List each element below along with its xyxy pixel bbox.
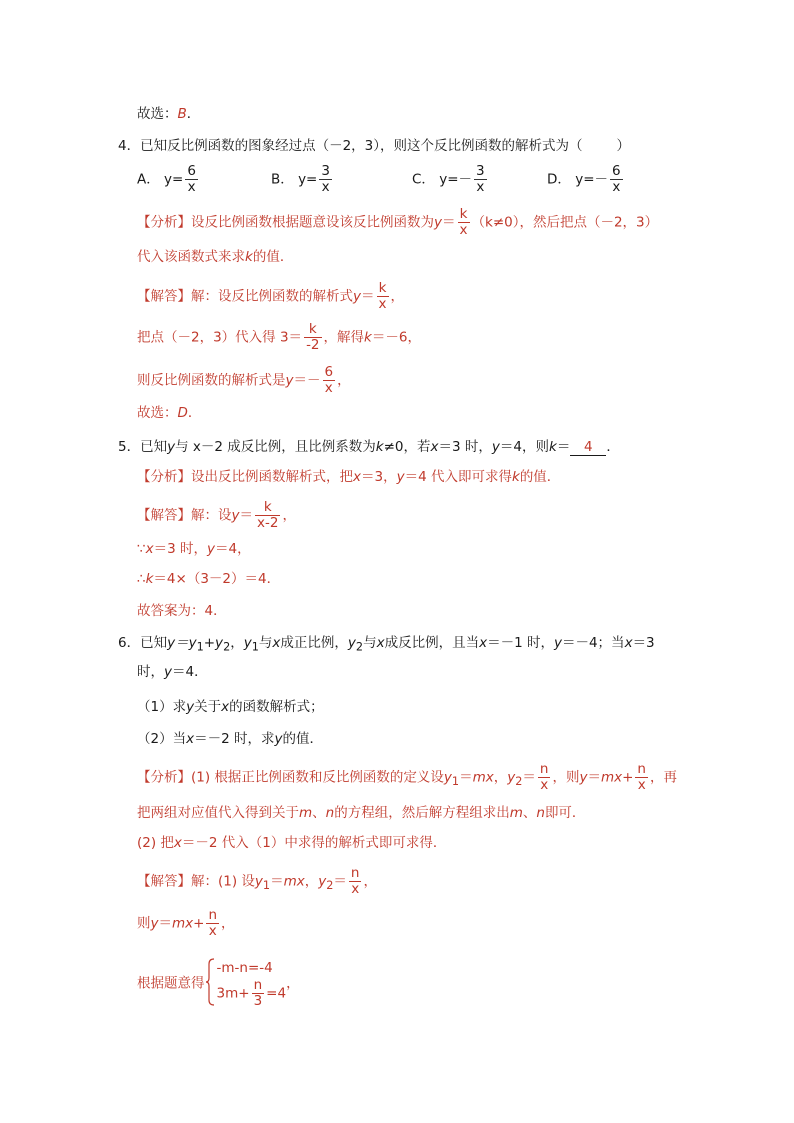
q5-solution-line1 [137, 500, 296, 531]
var-y: y [396, 469, 405, 485]
answer-blank: 4 [570, 439, 606, 456]
solution-text: 解：设 [191, 507, 232, 524]
numerator: n [539, 761, 549, 777]
q4-stem [118, 136, 630, 156]
q6-part2 [137, 729, 323, 749]
fraction [255, 500, 280, 531]
fraction [610, 164, 623, 195]
fraction [349, 866, 362, 897]
q6-text: 关于 [194, 699, 222, 715]
subscript: 1 [251, 640, 259, 654]
denominator: x [476, 179, 485, 195]
var-y: y [347, 635, 356, 651]
q6-text: ， [230, 635, 244, 651]
option-label: B． [271, 171, 294, 188]
term-mx: mx [283, 873, 305, 890]
q4-solution-line2 [137, 322, 421, 353]
var-k: k [145, 571, 154, 587]
analysis-tag: 【分析】 [137, 214, 191, 231]
q6-text: 成正比例， [280, 635, 348, 651]
equals: ＝ [239, 507, 253, 524]
q6-stem-line2 [137, 662, 208, 682]
punct: ， [304, 873, 319, 890]
var-y: y [443, 769, 452, 786]
q6-eq: +y [203, 635, 224, 651]
punct: ， [282, 507, 296, 524]
answer-prefix: 故选： [137, 405, 178, 421]
q5-analysis [137, 467, 560, 487]
equation-system [205, 958, 287, 1009]
denominator: x [321, 179, 330, 195]
plus: + [622, 769, 634, 786]
fraction [319, 164, 332, 195]
equals: ＝ [442, 214, 456, 231]
option-sign: － [458, 171, 473, 188]
numerator: 6 [324, 364, 334, 380]
numerator: 6 [187, 163, 196, 179]
punct: ， [363, 873, 377, 890]
subscript: 1 [196, 640, 204, 654]
q6-analysis-line1 [137, 762, 677, 793]
denominator: x [187, 179, 196, 195]
solution-text: 则反比例函数的解析式是 [137, 372, 286, 389]
fraction [458, 207, 470, 238]
analysis-tag: 【分析】 [137, 769, 191, 786]
var-y: y [553, 635, 562, 651]
solution-text: 则 [137, 915, 151, 932]
analysis-text: 代入该函数式来求 [137, 249, 245, 265]
numerator: 3 [476, 163, 485, 179]
solution-tag: 【解答】 [137, 873, 191, 890]
fraction [206, 908, 219, 939]
subscript: 2 [355, 640, 364, 654]
q5-text: ＝4，则 [499, 439, 549, 455]
answer-period: ． [187, 405, 202, 421]
solution-text: ＝4×（3－2）＝4． [153, 571, 281, 587]
denominator: x [324, 380, 333, 396]
subscript: 2 [223, 640, 231, 654]
var-x: x [221, 699, 230, 715]
numerator: 3 [321, 163, 330, 179]
var-m: m [299, 805, 313, 821]
var-n: n [325, 805, 335, 821]
q6-text: 的函数解析式； [229, 699, 324, 715]
var-k: k [548, 439, 557, 455]
var-x: x [376, 635, 385, 651]
denominator: x [637, 777, 646, 793]
q5-text: ＝ [556, 439, 571, 455]
option-sign: － [594, 171, 609, 188]
q6-stem-line1 [118, 633, 655, 658]
q5-text: ≠0，若 [383, 439, 431, 455]
numerator: k [377, 281, 389, 297]
equation-row-1: -m-n=-4 [216, 960, 273, 976]
option-label: D． [547, 171, 571, 188]
numerator: k [255, 500, 280, 516]
analysis-text: 的方程组，然后解方程组求出 [334, 805, 510, 821]
denominator: x [459, 222, 468, 238]
separator: 、 [522, 805, 537, 821]
punct: ， [493, 769, 508, 786]
q6-solution-line3 [137, 958, 300, 1009]
denominator: x [351, 881, 360, 897]
q4-option-d [547, 164, 625, 195]
analysis-text: 的值． [252, 249, 294, 265]
analysis-text: ，则 [552, 769, 580, 786]
question-number: 5． [118, 439, 141, 455]
q4-solution-line3 [137, 365, 351, 396]
numerator: k [304, 322, 321, 338]
equation-part: =4 [266, 985, 287, 1002]
q4-final-answer [137, 403, 201, 423]
q5-text: 与 x－2 成反比例，且比例系数为 [175, 439, 376, 455]
option-label: C． [412, 171, 435, 188]
numerator: n [208, 907, 218, 923]
solution-text: ＝3 时， [153, 541, 207, 557]
equals: ＝ [333, 873, 347, 890]
question-number: 4． [118, 138, 141, 154]
numerator: n [252, 978, 265, 994]
solution-text: 根据题意得 [137, 975, 205, 992]
solution-tag: 【解答】 [137, 288, 191, 305]
var-y: y [254, 873, 263, 890]
var-m: m [509, 805, 523, 821]
equals: ＝ [270, 873, 284, 890]
equals: ＝ [587, 769, 601, 786]
solution-text: ＝－ [293, 372, 321, 389]
equals: ＝ [361, 288, 375, 305]
var-x: x [186, 731, 195, 747]
q5-text: 已知 [140, 439, 168, 455]
option-lhs: y= [439, 171, 459, 188]
analysis-text: 设出反比例函数解析式，把 [191, 469, 353, 485]
question-number: 6． [118, 635, 141, 651]
q6-solution-line1 [137, 866, 377, 897]
option-label: A． [137, 171, 160, 188]
q5-solution-line3 [137, 569, 280, 589]
because-symbol: ∵ [137, 541, 146, 557]
var-k: k [245, 249, 253, 265]
fraction [474, 164, 487, 195]
q6-analysis-line3 [137, 833, 446, 853]
fraction [377, 281, 389, 312]
q6-text: ＝3 [632, 635, 655, 651]
q6-eq: y＝y [167, 635, 197, 651]
final-answer-text: 故答案为：4． [137, 603, 227, 619]
analysis-text: ，然后把点（－2，3） [519, 214, 659, 231]
analysis-text: ＝－2 代入（1）中求得的解析式即可求得． [181, 835, 447, 851]
numerator: n [637, 761, 646, 777]
q5-solution-line2 [137, 539, 251, 559]
analysis-text: (1) 根据正比例函数和反比例函数的定义设 [191, 769, 444, 786]
q4-analysis-line2 [137, 247, 293, 267]
var-x: x [624, 635, 633, 651]
q5-text: ＝3 时， [438, 439, 492, 455]
equals: ＝ [459, 769, 473, 786]
q5-final-answer [137, 601, 227, 621]
q4-stem-close: ） [616, 138, 631, 154]
equals: ＝ [158, 915, 172, 932]
punct: ， [337, 372, 351, 389]
q5-stem [118, 437, 620, 457]
q6-text: 时， [137, 664, 164, 680]
subscript: 2 [326, 879, 334, 893]
solution-text: 解：设反比例函数的解析式 [191, 288, 353, 305]
q6-text: （1）求 [137, 699, 187, 715]
var-k: k [375, 439, 384, 455]
var-y: y [150, 915, 159, 932]
subscript: 2 [515, 775, 523, 789]
var-y: y [434, 214, 442, 231]
q4-option-a [137, 164, 200, 195]
answer-letter: B [177, 106, 187, 122]
numerator: k [458, 207, 470, 223]
analysis-text: 把两组对应值代入得到关于 [137, 805, 299, 821]
var-x: x [479, 635, 488, 651]
q6-text: 的值． [282, 731, 323, 747]
solution-tag: 【解答】 [137, 507, 191, 524]
subscript: 1 [451, 775, 460, 789]
var-y: y [274, 731, 283, 747]
equals: ＝ [522, 769, 536, 786]
q4-solution-line1 [137, 281, 404, 312]
left-brace-icon [205, 958, 215, 1006]
q4-analysis-line1 [137, 207, 658, 238]
analysis-text: 即可． [544, 805, 586, 821]
fraction [635, 762, 648, 793]
numerator: n [350, 865, 360, 881]
term-mx: mx [600, 769, 623, 786]
q4-option-b [271, 164, 334, 195]
q6-text: 与 [363, 635, 377, 651]
q6-text: （2）当 [137, 731, 187, 747]
equation-part: 3m+ [216, 985, 250, 1002]
analysis-text: ，再 [649, 769, 677, 786]
punct: ， [286, 975, 300, 992]
q4-option-c [412, 164, 489, 195]
var-x: x [353, 469, 361, 485]
fraction [252, 978, 265, 1009]
analysis-tag: 【分析】 [137, 469, 191, 485]
var-k: k [511, 469, 520, 485]
denominator: x [378, 296, 387, 312]
denominator: -2 [306, 337, 320, 353]
term-mx: mx [172, 915, 194, 932]
q6-text: 已知 [140, 635, 168, 651]
var-y: y [206, 541, 215, 557]
var-n: n [536, 805, 545, 821]
option-lhs: y= [575, 171, 595, 188]
var-y: y [491, 439, 500, 455]
answer-letter: D [177, 405, 188, 421]
var-y: y [507, 769, 516, 786]
solution-text: ，解得 [323, 329, 365, 346]
fraction [538, 762, 551, 793]
q6-part1 [137, 697, 324, 717]
analysis-text: 的值． [519, 469, 561, 485]
var-x: x [430, 439, 439, 455]
analysis-text: ＝3， [361, 469, 397, 485]
prev-answer-line [137, 104, 200, 124]
var-k: k [364, 329, 372, 346]
therefore-symbol: ∴ [137, 571, 146, 587]
subscript: 1 [262, 879, 271, 893]
denominator: 3 [253, 993, 263, 1009]
equation-row-2 [217, 978, 287, 1009]
var-y: y [285, 372, 294, 389]
solution-text: ＝4， [214, 541, 251, 557]
q6-analysis-line2 [137, 803, 585, 823]
q6-solution-line2 [137, 908, 235, 939]
denominator: x [208, 923, 217, 939]
answer-prefix: 故选： [137, 106, 178, 122]
var-y: y [167, 439, 176, 455]
var-y: y [186, 699, 195, 715]
fraction [185, 164, 198, 195]
var-y: y [579, 769, 588, 786]
q6-text: ＝4． [172, 664, 208, 680]
term-mx: mx [472, 769, 494, 786]
var-x: x [272, 635, 281, 651]
q6-text: ＝－4；当 [561, 635, 625, 651]
condition: （k≠0） [471, 214, 520, 231]
q4-stem-text: 已知反比例函数的图象经过点（－2，3），则这个反比例函数的解析式为（ [140, 138, 583, 154]
var-y: y [164, 664, 172, 680]
separator: 、 [312, 805, 326, 821]
analysis-text: ＝4 代入即可求得 [404, 469, 512, 485]
var-y: y [318, 873, 327, 890]
plus: + [193, 915, 205, 932]
denominator: x [540, 777, 549, 793]
analysis-text: 设反比例函数根据题意设该反比例函数为 [191, 214, 434, 231]
punct: ， [221, 915, 235, 932]
q6-text: ＝－1 时， [487, 635, 554, 651]
denominator: x [612, 179, 621, 195]
numerator: 6 [612, 163, 621, 179]
q6-text: ＝－2 时，求 [194, 731, 275, 747]
option-lhs: y= [298, 171, 318, 188]
var-x: x [173, 835, 182, 851]
solution-text: 把点（－2，3）代入得 3＝ [137, 329, 303, 346]
var-y: y [231, 507, 240, 524]
solution-text: ＝－6， [371, 329, 421, 346]
q5-text: ． [606, 439, 620, 455]
var-y: y [353, 288, 361, 305]
answer-period: ． [186, 106, 201, 122]
var-x: x [145, 541, 154, 557]
fraction [323, 365, 336, 396]
fraction [304, 322, 321, 353]
analysis-text: (2) 把 [137, 835, 174, 851]
var-y: y [243, 635, 252, 651]
q6-text: 成反比例，且当 [384, 635, 480, 651]
punct: ， [390, 288, 404, 305]
denominator: x-2 [257, 515, 279, 531]
solution-text: 解：(1) 设 [191, 873, 255, 890]
q6-text: 与 [258, 635, 273, 651]
option-lhs: y= [164, 171, 184, 188]
